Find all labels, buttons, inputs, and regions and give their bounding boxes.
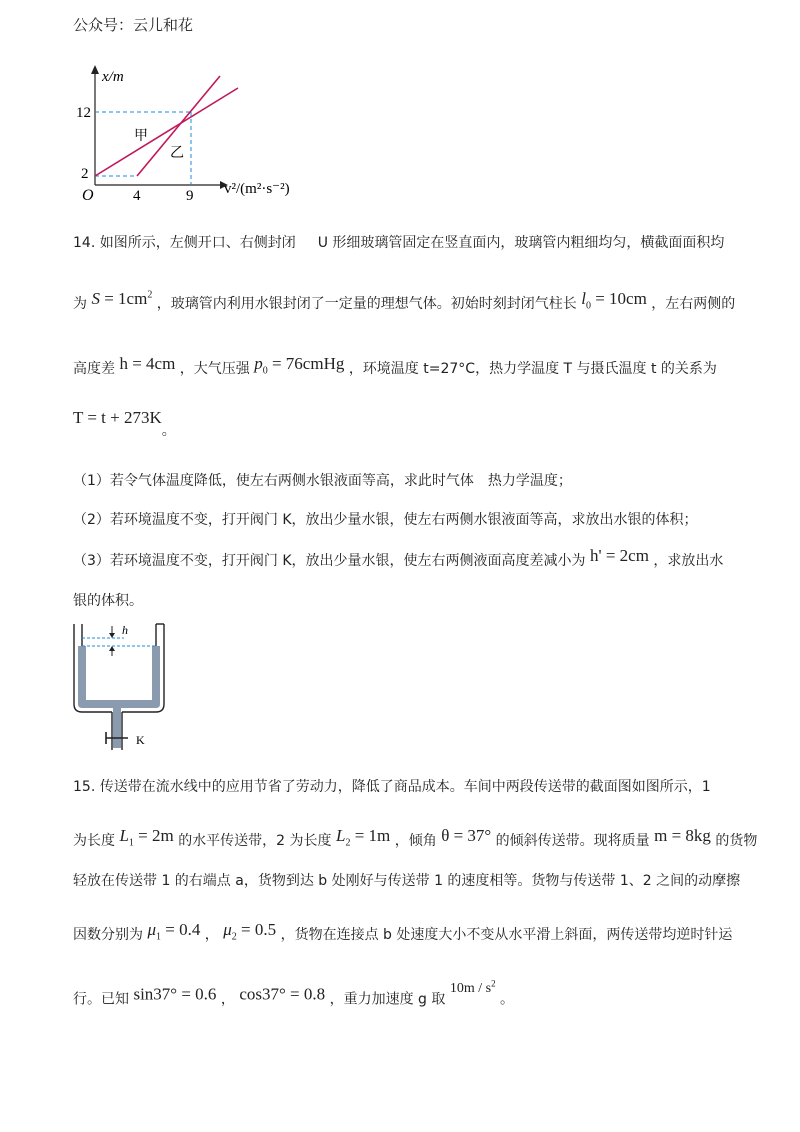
q14-sub3-line2: 银的体积。 xyxy=(73,593,143,609)
y-tick-12: 12 xyxy=(76,105,91,121)
x-tick-9: 9 xyxy=(186,188,194,204)
q15-line3: 轻放在传送带 1 的右端点 a，货物到达 b 处刚好与传送带 1 的速度相等。货物与传送带 1、2 之间的动摩擦 xyxy=(73,873,741,889)
height2-formula: h' = 2cm xyxy=(590,546,649,565)
temperature-formula: T = t + 273K xyxy=(73,408,162,427)
q14-line4: T = t + 273K。 xyxy=(73,408,176,439)
q14-sub1: （1）若令气体温度降低，使左右两侧水银液面等高，求此时气体 热力学温度； xyxy=(73,473,572,489)
y-axis-arrow xyxy=(91,65,99,74)
x-axis-label: v²/(m²·s⁻²) xyxy=(224,181,290,197)
x-v2-graph xyxy=(60,60,320,210)
u-tube-figure xyxy=(64,620,174,760)
y-tick-2: 2 xyxy=(81,166,89,182)
origin-label: O xyxy=(82,187,94,204)
q15-line2: 为长度 $L_1 = 2m$ 的水平传送带，2 为长度 $L_2 = 1m$ ，倾角 θ = 37° 的倾斜传送带。现将质量 m = 8kg 的货物 xyxy=(73,826,758,849)
q14-sub3: （3）若环境温度不变，打开阀门 K，放出少量水银，使左右两侧液面高度差减小为 h' = 2cm ，求放出水 xyxy=(73,546,724,569)
y-axis-label: x/m xyxy=(102,69,124,85)
series-line-jia xyxy=(95,88,238,176)
header-text: 公众号：云儿和花 xyxy=(73,16,194,34)
area-formula: $S = 1cm^2$ xyxy=(91,289,153,308)
valve-label: K xyxy=(136,733,145,747)
series-label-jia: 甲 xyxy=(134,129,148,144)
height-formula: h = 4cm xyxy=(119,354,176,373)
q14-line3: 高度差 h = 4cm ，大气压强 $p_0$ = 76cmHg ，环境温度 t=27°C，热力学温度 T 与摄氏温度 t 的关系为 xyxy=(73,354,717,377)
pressure-formula: $p_0$ = 76cmHg xyxy=(254,354,345,377)
mercury xyxy=(78,646,160,708)
q14-line1: 14. 如图所示，左侧开口、右侧封闭 U 形细玻璃管固定在竖直面内，玻璃管内粗细均匀，横截面面积均 xyxy=(73,235,725,251)
x-tick-4: 4 xyxy=(133,188,141,204)
h-label: h xyxy=(122,623,128,637)
q15-line1: 15. 传送带在流水线中的应用节省了劳动力，降低了商品成本。车间中两段传送带的截面图如图所示，1 xyxy=(73,779,711,795)
q15-line4: 因数分别为 $\mu_1 = 0.4$ ， $\mu_2 = 0.5$ ，货物在连接点 b 处速度大小不变从水平滑上斜面，两传送带均逆时针运 xyxy=(73,920,733,943)
q15-line5: 行。已知 sin37° = 0.6 ， cos37° = 0.8 ，重力加速度 g 取 $10m / s^2$ 。 xyxy=(73,978,515,1008)
valve-pipe xyxy=(113,708,121,748)
series-line-yi xyxy=(137,76,220,176)
length-formula: $l_0 = 10cm$ xyxy=(581,289,647,312)
q14-line2: 为 $S = 1cm^2$ ，玻璃管内利用水银封闭了一定量的理想气体。初始时刻封闭气柱长 $l_0 = 10cm$ ，左右两侧的 xyxy=(73,289,736,312)
q14-sub2: （2）若环境温度不变，打开阀门 K，放出少量水银，使左右两侧水银液面等高，求放出水银的体积； xyxy=(73,512,698,528)
series-label-yi: 乙 xyxy=(170,146,184,161)
